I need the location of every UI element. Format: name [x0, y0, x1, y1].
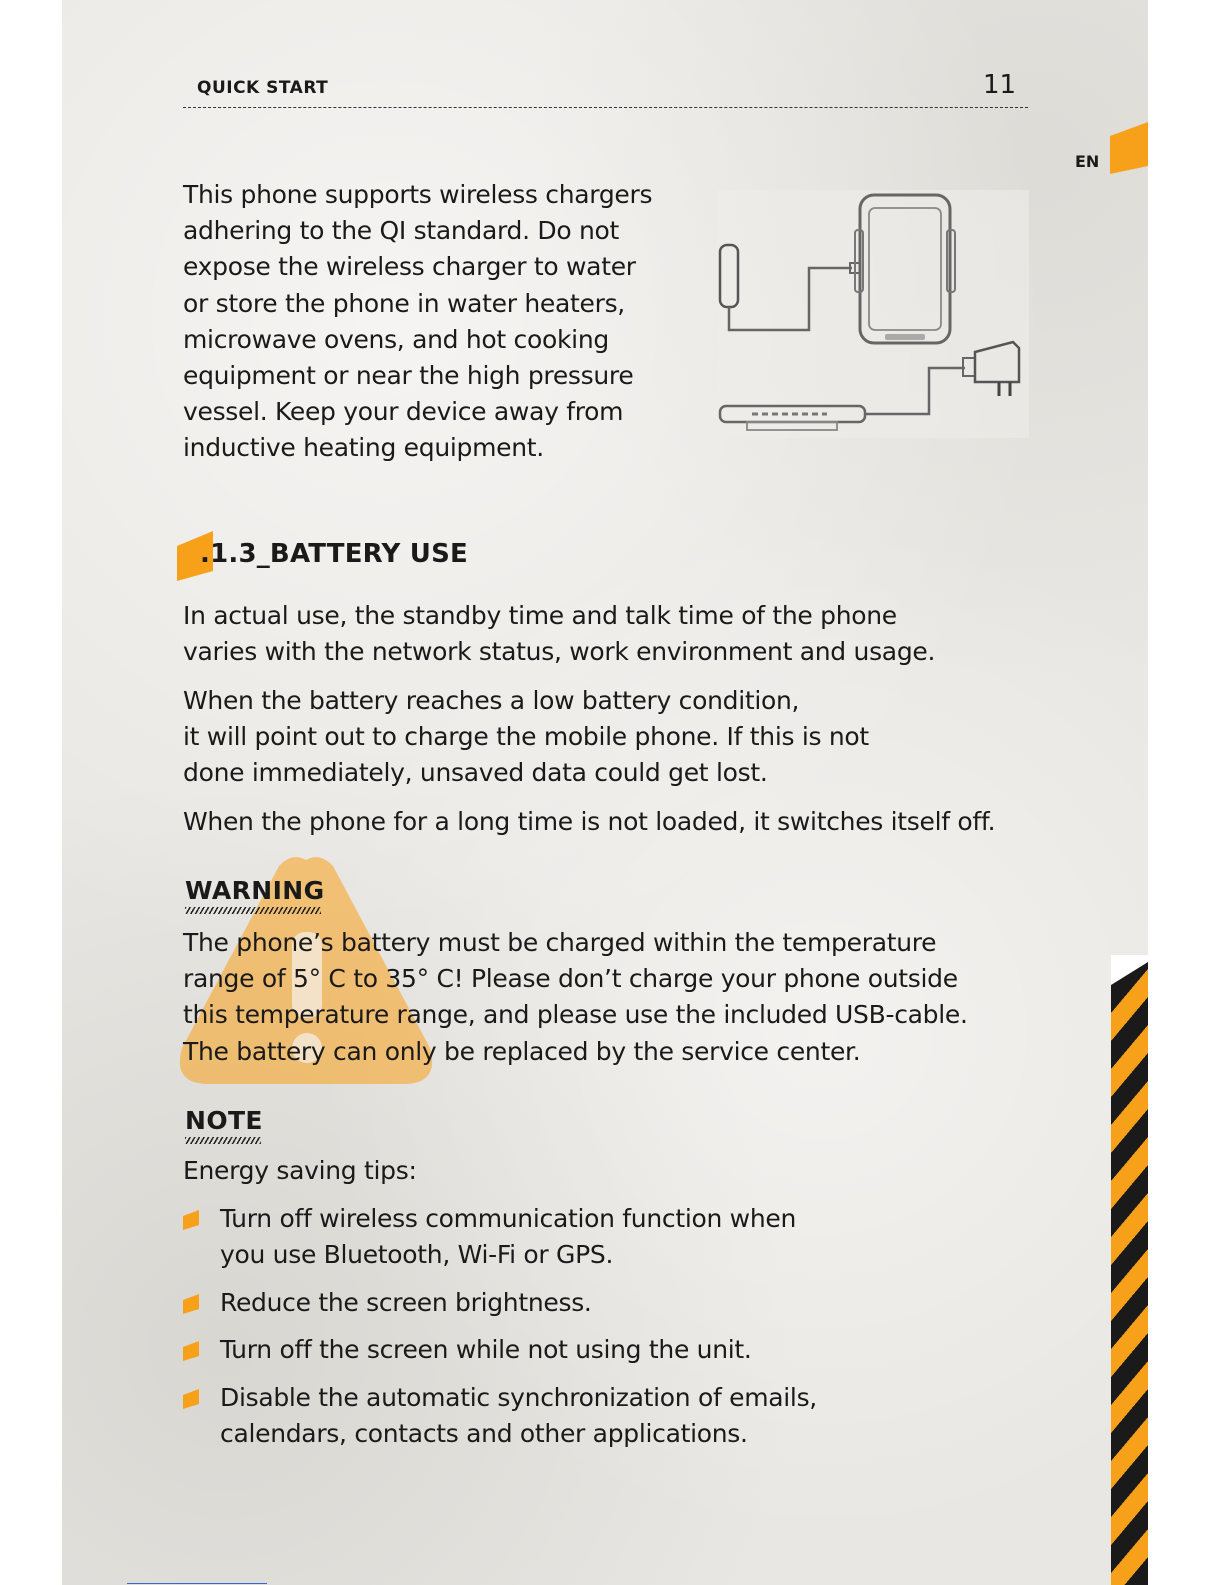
- tip-line: you use Bluetooth, Wi-Fi or GPS.: [220, 1240, 614, 1270]
- warning-line: this temperature range, and please use the included USB-cable.: [183, 1000, 968, 1030]
- tip-line: Reduce the screen brightness.: [220, 1288, 592, 1317]
- bullet-icon: [183, 1294, 199, 1314]
- language-label: EN: [1075, 152, 1100, 171]
- footer-rule: [127, 1583, 267, 1584]
- paragraph-line: In actual use, the standby time and talk time of the phone: [183, 601, 897, 630]
- section-header-label: QUICK START: [197, 78, 329, 98]
- page-number: 11: [983, 70, 1017, 100]
- intro-line: vessel. Keep your device away from: [183, 397, 624, 427]
- warning-line: The battery can only be replaced by the service center.: [183, 1036, 861, 1066]
- wireless-charger-illustration: [717, 190, 1029, 438]
- battery-paragraph-3: When the phone for a long time is not loaded, it switches itself off.: [183, 807, 996, 836]
- intro-line: expose the wireless charger to water: [183, 252, 636, 282]
- tip-item: [220, 1285, 980, 1321]
- bullet-icon: [183, 1341, 199, 1361]
- tip-line: calendars, contacts and other applications.: [220, 1419, 748, 1449]
- intro-line: or store the phone in water heaters,: [183, 288, 625, 318]
- tip-item: [220, 1201, 980, 1273]
- hazard-stripe-cap: [1111, 955, 1148, 985]
- tip-item: [220, 1332, 980, 1368]
- wireless-charging-paragraph: [183, 177, 693, 467]
- warning-line: The phone’s battery must be charged within the temperature: [183, 928, 937, 957]
- intro-line: equipment or near the high pressure: [183, 361, 634, 391]
- language-flag-icon: [1110, 122, 1148, 174]
- warning-heading: WARNING: [185, 876, 325, 905]
- header-divider: [183, 107, 1028, 108]
- paragraph-line: it will point out to charge the mobile phone. If this is not: [183, 722, 869, 752]
- paragraph-line: done immediately, unsaved data could get lost.: [183, 758, 768, 788]
- section-title: .1.3_BATTERY USE: [200, 539, 468, 569]
- note-intro: Energy saving tips:: [183, 1156, 417, 1185]
- hazard-stripe: [1111, 962, 1148, 1585]
- warning-heading-hatch: [185, 907, 321, 914]
- tip-line: Disable the automatic synchronization of emails,: [220, 1383, 817, 1412]
- note-heading: NOTE: [185, 1106, 263, 1135]
- bullet-icon: [183, 1389, 199, 1409]
- intro-line: This phone supports wireless chargers: [183, 180, 653, 209]
- paragraph-line: varies with the network status, work environment and usage.: [183, 637, 936, 667]
- bullet-icon: [183, 1210, 199, 1230]
- battery-paragraph-1: [183, 598, 1063, 670]
- battery-paragraph-2: [183, 683, 1063, 792]
- warning-text: [183, 925, 1063, 1070]
- paragraph-line: When the battery reaches a low battery condition,: [183, 686, 800, 715]
- intro-line: adhering to the QI standard. Do not: [183, 216, 620, 246]
- intro-line: microwave ovens, and hot cooking: [183, 324, 609, 354]
- tip-line: Turn off wireless communication function when: [220, 1204, 796, 1233]
- warning-line: range of 5° C to 35° C! Please don’t charge your phone outside: [183, 964, 958, 994]
- tip-line: Turn off the screen while not using the unit.: [220, 1335, 752, 1364]
- intro-line: inductive heating equipment.: [183, 433, 544, 463]
- note-heading-hatch: [185, 1137, 261, 1144]
- tip-item: [220, 1380, 980, 1452]
